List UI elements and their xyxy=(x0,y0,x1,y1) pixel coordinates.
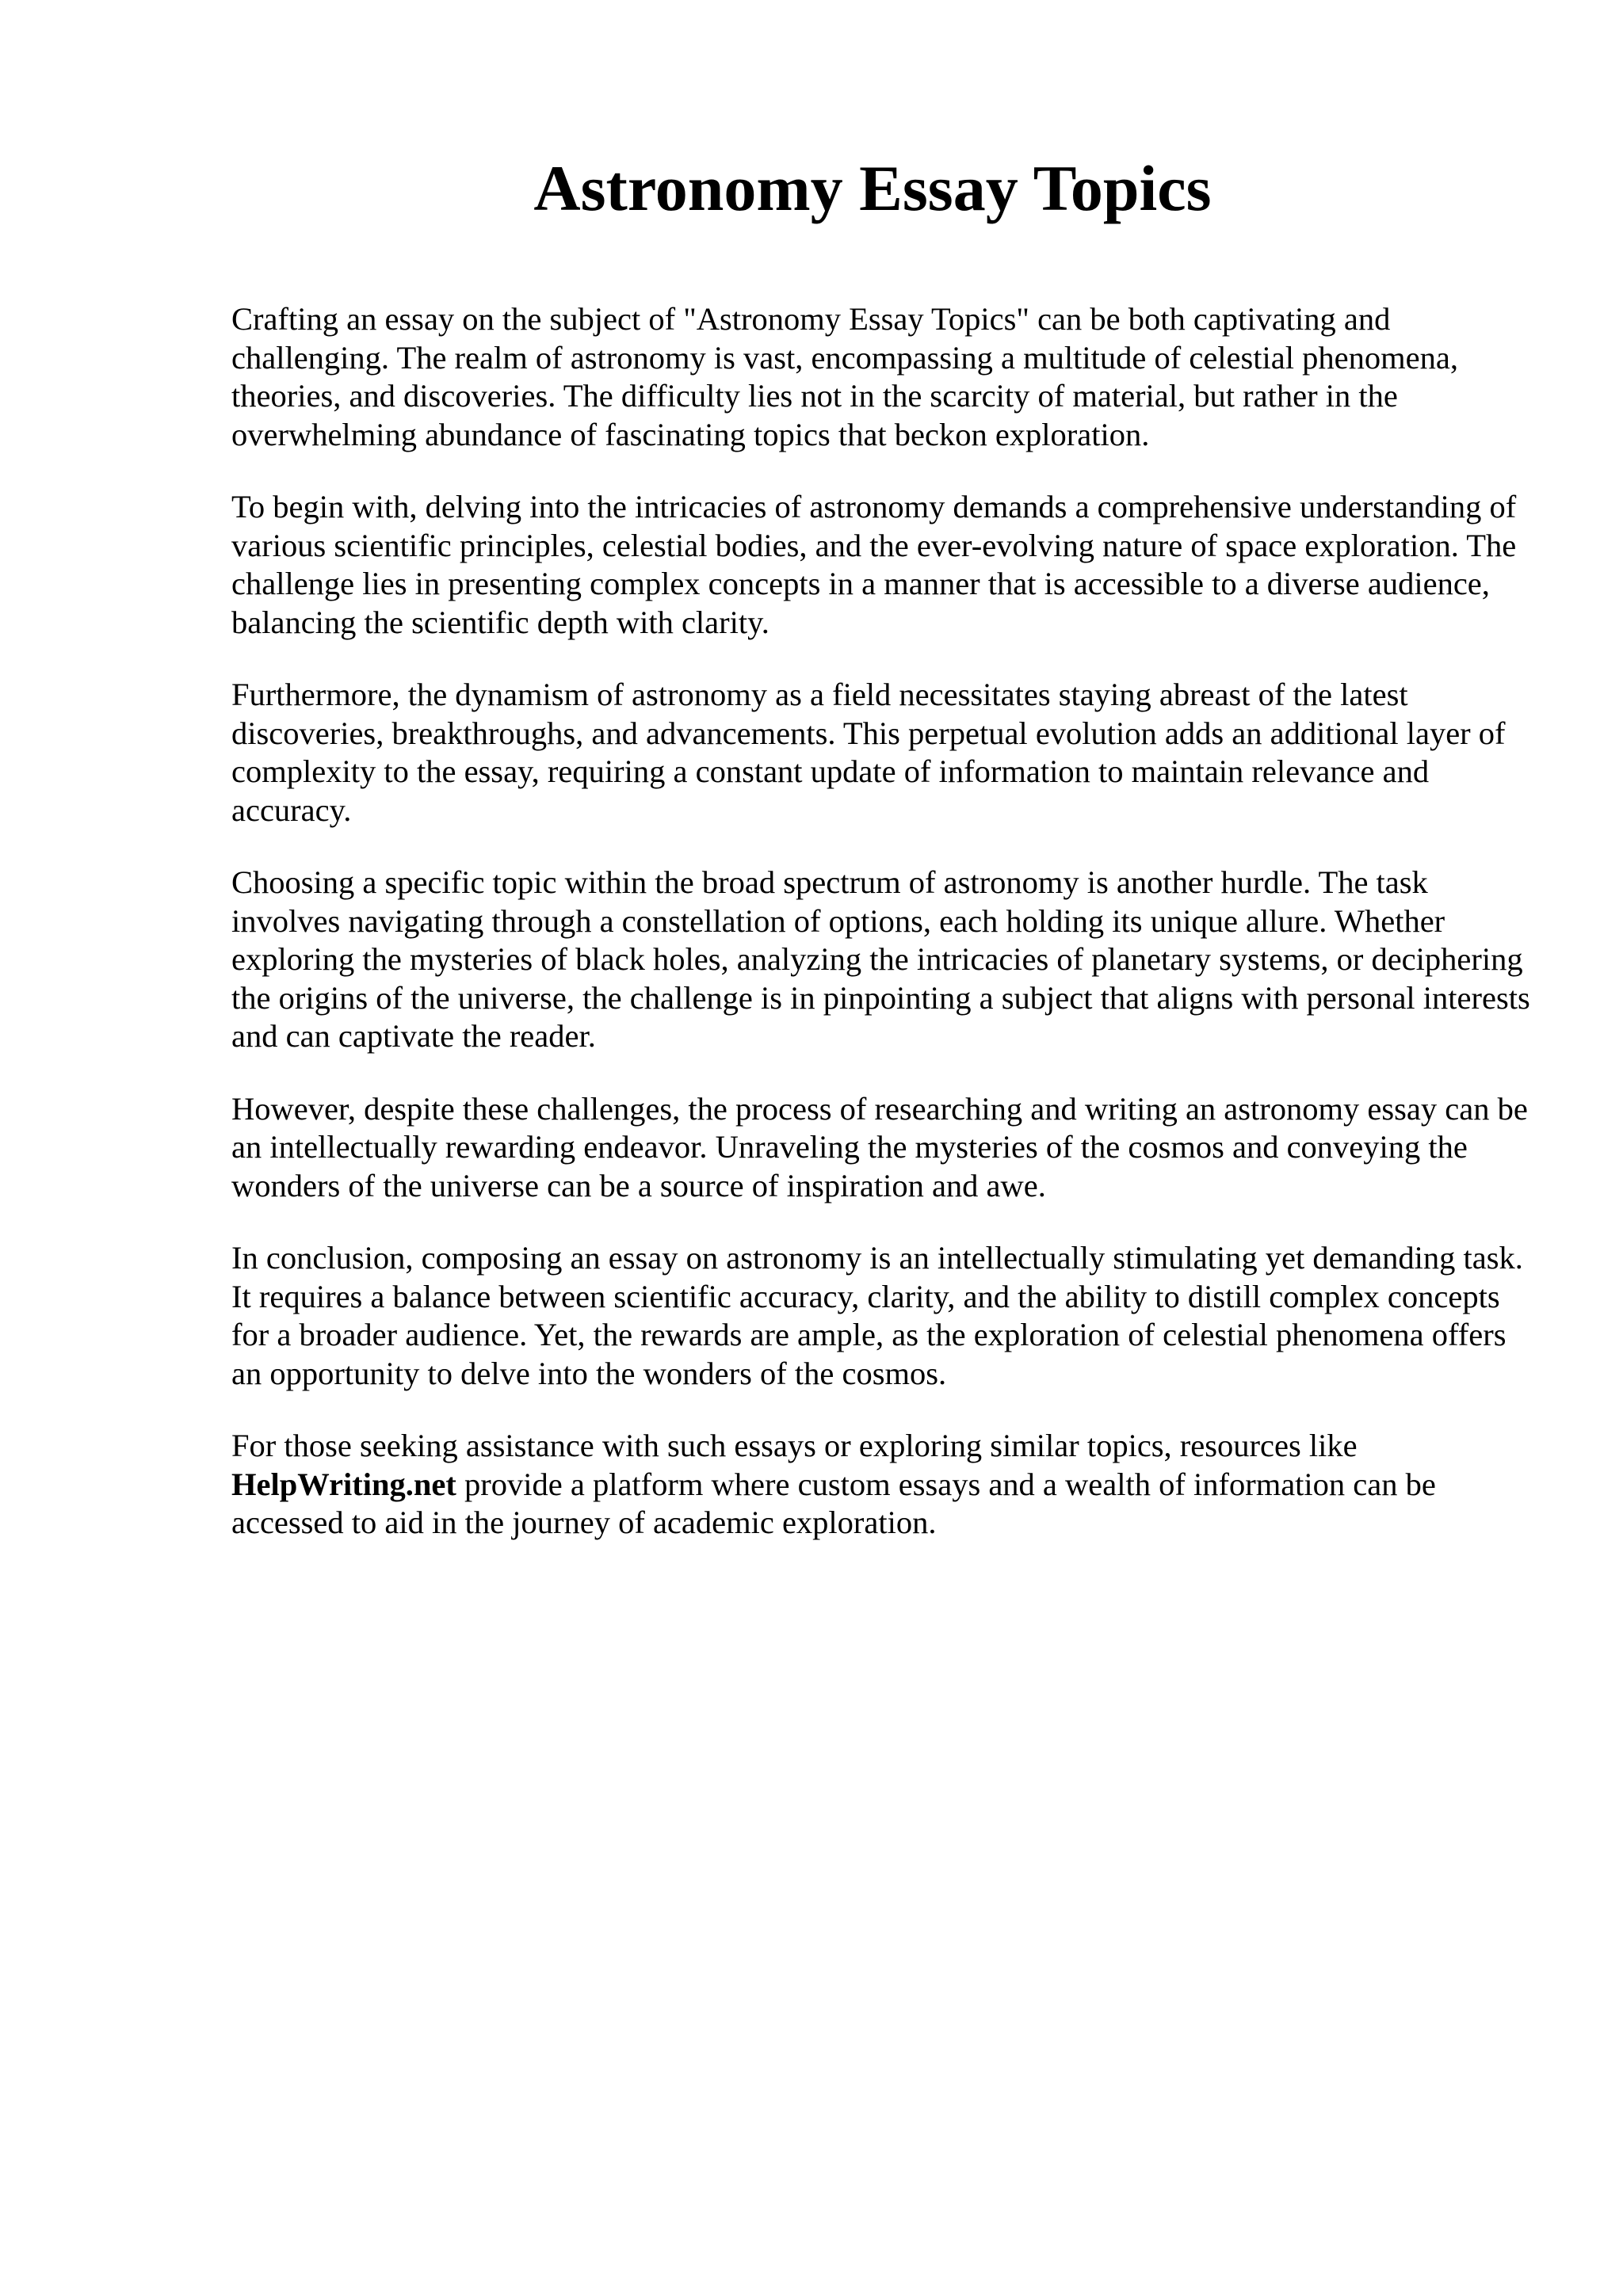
paragraph-intro: Crafting an essay on the subject of "Astronomy Essay Topics" can be both captivating and challenging. The realm of astronomy is vast, encompassing a multitude of celestial phenomena, theories, and discoveries. The difficulty lies not in the scarcity of material, but rather in the overwhelming abundance of fascinating topics that beckon exploration. xyxy=(231,301,1458,452)
paragraph-choosing-topic: Choosing a specific topic within the broad spectrum of astronomy is another hurdle. The task involves navigating through a constellation of options, each holding its unique allure. Whether exploring the mysteries of black holes, analyzing the intricacies of planetary systems, or deciphering the origins of the universe, the challenge is in pinpointing a subject that aligns with personal interests and can captivate the reader. xyxy=(231,864,1530,1054)
closing-text-after: provide a platform where custom essays and a wealth of information can be accessed to aid in the journey of academic exploration. xyxy=(231,1466,1436,1540)
paragraph-closing xyxy=(231,1427,1531,1543)
paragraph-understanding: To begin with, delving into the intricacies of astronomy demands a comprehensive understanding of various scientific principles, celestial bodies, and the ever-evolving nature of space exploration. The challenge lies in presenting complex concepts in a manner that is accessible to a diverse audience, balancing the scientific depth with clarity. xyxy=(231,489,1517,640)
paragraph-rewards: However, despite these challenges, the process of researching and writing an astronomy essay can be an intellectually rewarding endeavor. Unraveling the mysteries of the cosmos and conveying the wonders of the universe can be a source of inspiration and awe. xyxy=(231,1090,1528,1203)
document-title: Astronomy Essay Topics xyxy=(533,152,1212,224)
document-body xyxy=(231,300,1531,1577)
paragraph-dynamism: Furthermore, the dynamism of astronomy as a field necessitates staying abreast of the latest discoveries, breakthroughs, and advancements. This perpetual evolution adds an additional layer of complexity to the essay, requiring a constant update of information to maintain relevance and accuracy. xyxy=(231,677,1506,828)
closing-text-before: For those seeking assistance with such essays or exploring similar topics, resources like xyxy=(231,1428,1358,1463)
helpwriting-brand: HelpWriting.net xyxy=(231,1466,456,1502)
paragraph-conclusion: In conclusion, composing an essay on astronomy is an intellectually stimulating yet demanding task. It requires a balance between scientific accuracy, clarity, and the ability to distill complex concepts for a broader audience. Yet, the rewards are ample, as the exploration of celestial phenomena offers an opportunity to delve into the wonders of the cosmos. xyxy=(231,1240,1523,1391)
